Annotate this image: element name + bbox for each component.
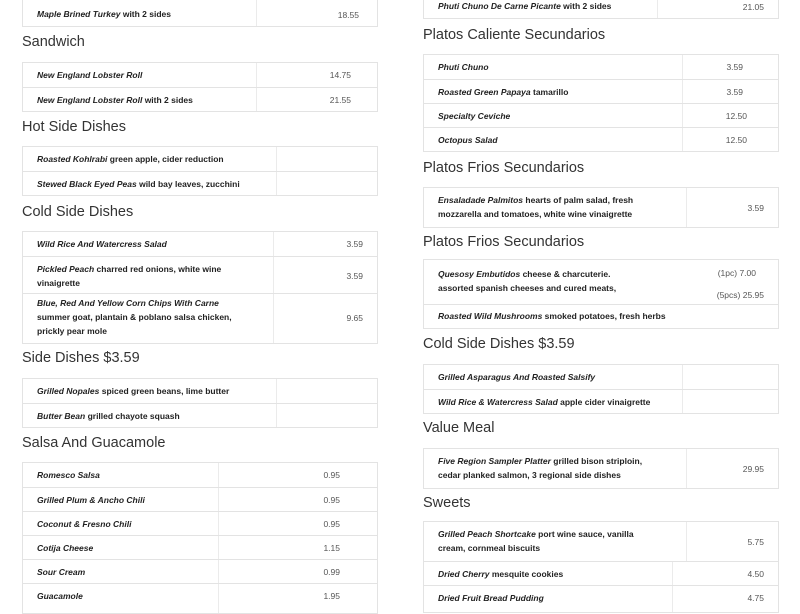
menu-row[interactable] <box>23 147 377 171</box>
item-price-5pcs: (5pcs) 25.95 <box>716 290 764 300</box>
item-desc: mesquite cookies <box>491 569 564 579</box>
menu-row[interactable] <box>23 379 377 403</box>
item-price: 3.59 <box>726 62 743 72</box>
item-price: 0.95 <box>323 495 340 505</box>
item-price: 0.99 <box>323 567 340 577</box>
section-title-hot-side-dishes: Hot Side Dishes <box>22 119 126 135</box>
item-price: 21.55 <box>329 95 351 105</box>
menu-item-text <box>438 591 544 605</box>
menu-box-side-dishes <box>22 378 378 428</box>
section-title-sandwich: Sandwich <box>22 34 85 50</box>
menu-item-text <box>37 468 100 482</box>
menu-item-text <box>37 541 93 555</box>
item-price: 3.59 <box>747 203 764 213</box>
menu-box-salsa <box>22 462 378 614</box>
item-name: Stewed Black Eyed Peas <box>37 179 137 189</box>
menu-item-text <box>438 395 650 409</box>
menu-box-cold-side <box>22 231 378 344</box>
menu-item-text <box>438 309 666 323</box>
section-title-platos-frios: Platos Frios Secundarios <box>423 234 585 250</box>
menu-row[interactable] <box>23 63 377 87</box>
menu-box-sandwich <box>22 62 378 112</box>
menu-item-text <box>438 267 628 297</box>
item-name: Dried Cherry <box>438 569 490 579</box>
menu-item-text <box>37 262 237 290</box>
item-desc: hearts of palm salad, fresh mozzarella and tomatoes, white wine vinaigrette <box>438 195 634 219</box>
section-title-side-dishes: Side Dishes $3.59 <box>22 350 140 366</box>
item-name: Phuti Chuno De Carne Picante <box>438 1 561 11</box>
item-name: Roasted Green Papaya <box>438 87 531 97</box>
item-desc: tamarillo <box>532 87 569 97</box>
item-name: Sour Cream <box>37 567 86 577</box>
menu-box-platos-frios-2 <box>423 259 779 329</box>
menu-box-sweets <box>423 521 779 613</box>
item-name: Octopus Salad <box>438 135 498 145</box>
menu-row[interactable] <box>23 256 377 294</box>
item-name: Roasted Kohlrabi <box>37 154 108 164</box>
menu-row[interactable] <box>424 561 778 586</box>
item-desc: apple cider vinaigrette <box>560 397 651 407</box>
item-name: Guacamole <box>37 591 83 601</box>
item-desc: grilled bison striploin, cedar planked salmon, 3 regional side dishes <box>438 456 643 480</box>
menu-item-text <box>438 109 510 123</box>
menu-item-text <box>37 68 142 82</box>
menu-row[interactable] <box>23 403 377 428</box>
menu-row[interactable] <box>23 487 377 512</box>
item-name: Grilled Plum & Ancho Chili <box>37 495 145 505</box>
item-price: 4.50 <box>747 569 764 579</box>
menu-item-text <box>438 0 611 13</box>
menu-row[interactable] <box>424 55 778 79</box>
menu-row[interactable] <box>23 293 377 344</box>
item-price: 29.95 <box>742 464 764 474</box>
item-price: 0.95 <box>323 470 340 480</box>
menu-item-text <box>37 409 180 423</box>
item-price: 4.75 <box>747 593 764 603</box>
item-name: Blue, Red And Yellow Corn Chips With Carne <box>37 298 219 308</box>
item-name: Wild Rice And Watercress Salad <box>37 239 167 249</box>
section-title-platos-caliente: Platos Caliente Secundarios <box>423 27 606 43</box>
item-name: Phuti Chuno <box>438 62 489 72</box>
section-title-platos-frios: Platos Frios Secundarios <box>423 160 585 176</box>
item-name: Pickled Peach <box>37 264 95 274</box>
menu-item-text <box>438 527 658 555</box>
item-name: Ensaladade Palmitos <box>438 195 524 205</box>
menu-item-text <box>37 296 253 338</box>
item-desc: port wine sauce, vanilla cream, cornmeal biscuits <box>438 529 634 553</box>
menu-row[interactable] <box>424 79 778 104</box>
item-price: 1.15 <box>323 543 340 553</box>
item-name: New England Lobster Roll <box>37 70 143 80</box>
menu-item-text <box>438 60 489 74</box>
menu-row[interactable] <box>424 389 778 414</box>
item-name: Specialty Ceviche <box>438 111 511 121</box>
item-name: Grilled Peach Shortcake <box>438 529 536 539</box>
item-price: 21.05 <box>742 2 764 12</box>
item-desc: with 2 sides <box>122 9 172 19</box>
section-title-cold-side-dishes: Cold Side Dishes <box>22 204 134 220</box>
menu-item-text <box>438 370 595 384</box>
section-title-salsa: Salsa And Guacamole <box>22 435 166 451</box>
section-title-cold-side-dishes: Cold Side Dishes $3.59 <box>423 336 575 352</box>
item-desc: charred red onions, white wine vinaigrette <box>37 264 222 288</box>
menu-row[interactable] <box>424 304 778 329</box>
menu-row[interactable] <box>424 522 778 561</box>
menu-box-hot-side <box>22 146 378 196</box>
menu-row[interactable] <box>424 103 778 128</box>
item-name: Cotija Cheese <box>37 543 94 553</box>
menu-row[interactable] <box>23 535 377 560</box>
item-name: Coconut & Fresno Chili <box>37 519 132 529</box>
menu-item-text <box>438 193 648 221</box>
section-title-sweets: Sweets <box>423 495 471 511</box>
item-desc: with 2 sides <box>563 1 612 11</box>
menu-row[interactable] <box>23 463 377 487</box>
menu-row[interactable] <box>23 232 377 256</box>
item-price: 0.95 <box>323 519 340 529</box>
menu-box-value-meal <box>423 448 779 489</box>
item-price: 1.95 <box>323 591 340 601</box>
item-price-1pc: (1pc) 7.00 <box>717 268 756 278</box>
menu-row[interactable] <box>23 87 377 112</box>
item-price: 9.65 <box>346 313 363 323</box>
menu-box-cold-side-right <box>423 364 779 414</box>
item-name: Grilled Asparagus And Roasted Salsify <box>438 372 596 382</box>
item-price: 3.59 <box>346 239 363 249</box>
item-desc: with 2 sides <box>144 95 193 105</box>
menu-row[interactable] <box>424 0 778 18</box>
menu-item-text <box>37 93 193 107</box>
item-desc: wild bay leaves, zucchini <box>139 179 240 189</box>
section-title-value-meal: Value Meal <box>423 420 495 436</box>
item-desc: smoked potatoes, fresh herbs <box>544 311 666 321</box>
menu-row[interactable] <box>424 127 778 152</box>
item-desc: spiced green beans, lime butter <box>101 386 230 396</box>
item-name: Roasted Wild Mushrooms <box>438 311 543 321</box>
item-name: Maple Brined Turkey <box>37 9 121 19</box>
item-desc: cheese & charcuterie. assorted spanish cheeses and cured meats, <box>438 269 617 293</box>
item-price: 3.59 <box>346 271 363 281</box>
item-price: 5.75 <box>747 537 764 547</box>
item-desc: summer goat, plantain & poblano salsa chicken, prickly pear mole <box>37 312 232 336</box>
item-desc: grilled chayote squash <box>87 411 180 421</box>
item-name: New England Lobster Roll <box>37 95 143 105</box>
menu-item-text <box>37 517 131 531</box>
item-name: Dried Fruit Bread Pudding <box>438 593 544 603</box>
menu-item-text <box>37 384 229 398</box>
item-name: Five Region Sampler Platter <box>438 456 551 466</box>
item-price: 14.75 <box>329 70 351 80</box>
item-name: Quesosy Embutidos <box>438 269 521 279</box>
menu-row[interactable] <box>23 171 377 196</box>
menu-row[interactable] <box>424 365 778 389</box>
menu-row[interactable] <box>23 583 377 614</box>
menu-box-platos-frios-1 <box>423 187 779 228</box>
item-price: 3.59 <box>726 87 743 97</box>
menu-item-text <box>438 133 498 147</box>
menu-item-text <box>37 237 167 251</box>
menu-row[interactable] <box>424 585 778 613</box>
item-price: 18.55 <box>337 10 359 20</box>
menu-item-text <box>37 589 83 603</box>
item-price: 12.50 <box>725 111 747 121</box>
menu-box-platos-caliente <box>423 54 779 152</box>
menu-item-text <box>37 152 224 166</box>
menu-item-text <box>438 85 568 99</box>
menu-row[interactable] <box>23 511 377 536</box>
menu-item-text <box>37 7 171 21</box>
item-price: 12.50 <box>725 135 747 145</box>
menu-item-text <box>37 177 240 191</box>
menu-box-top-left <box>22 0 378 27</box>
menu-row[interactable] <box>424 188 778 227</box>
menu-item-text <box>438 567 563 581</box>
menu-row[interactable] <box>23 559 377 584</box>
item-name: Butter Bean <box>37 411 86 421</box>
menu-row[interactable] <box>424 449 778 488</box>
menu-row[interactable] <box>23 0 377 26</box>
item-name: Grilled Nopales <box>37 386 100 396</box>
menu-row[interactable] <box>424 260 778 301</box>
item-name: Romesco Salsa <box>37 470 100 480</box>
menu-box-top-right <box>423 0 779 19</box>
menu-item-text <box>37 565 85 579</box>
menu-item-text <box>438 454 648 482</box>
item-desc: green apple, cider reduction <box>109 154 224 164</box>
item-name: Wild Rice & Watercress Salad <box>438 397 558 407</box>
menu-item-text <box>37 493 145 507</box>
